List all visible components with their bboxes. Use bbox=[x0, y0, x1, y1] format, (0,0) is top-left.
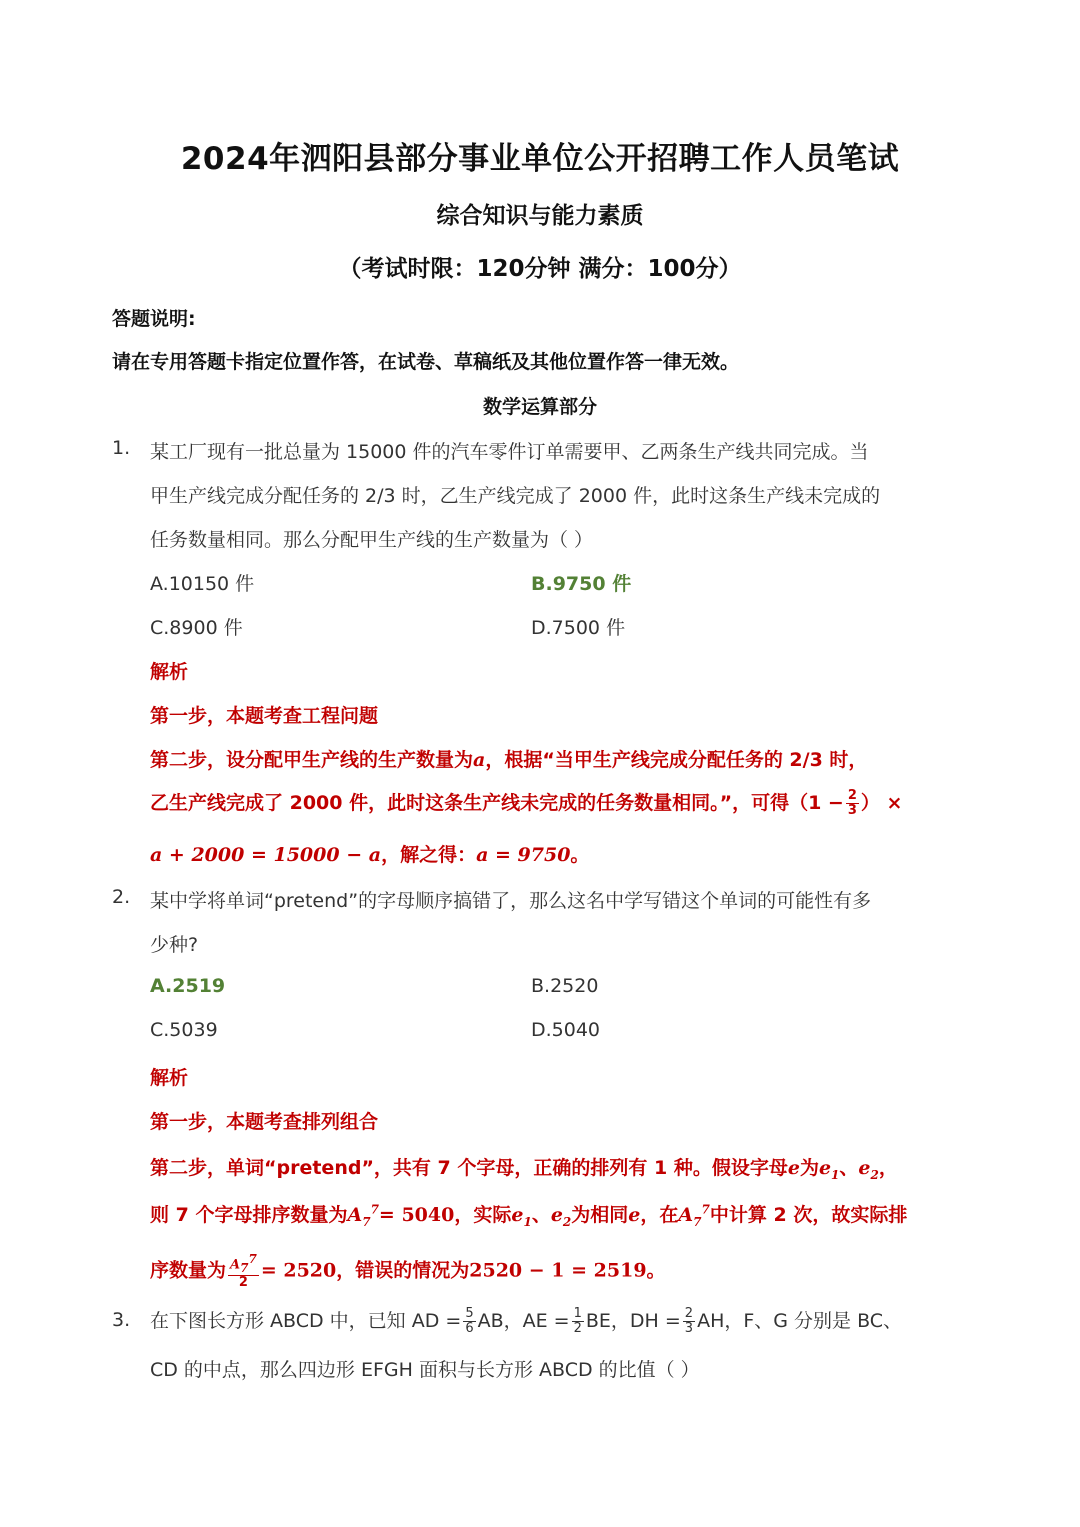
option-c: C.5039 bbox=[150, 1019, 218, 1041]
question-text-line: 某工厂现有一批总量为 15000 件的汽车零件订单需要甲、乙两条生产线共同完成。当 bbox=[150, 441, 869, 463]
question-text-line: 某中学将单词“pretend”的字母顺序搞错了，那么这名中学写错这个单词的可能性有多 bbox=[150, 890, 872, 912]
analysis-step-2-line: 序数量为 $\frac{A_7^7}{2}$ = 2520，错误的情况为2520 − 1 = 2519。 bbox=[150, 1252, 666, 1290]
instructions-label: 答题说明: bbox=[112, 308, 196, 330]
analysis-step-2-line: 第二步，单词“pretend”，共有 7 个字母，正确的排列有 1 种。假设字母e为$e_1$、$e_2$， bbox=[150, 1157, 898, 1182]
analysis-step-2-line: 第二步，设分配甲生产线的生产数量为a，根据“当甲生产线完成分配任务的 2/3 时， bbox=[150, 749, 868, 771]
analysis-label: 解析 bbox=[150, 1067, 189, 1089]
analysis-label: 解析 bbox=[150, 661, 189, 683]
option-c: C.8900 件 bbox=[150, 617, 243, 639]
question-text-line: 少种? bbox=[150, 934, 199, 956]
option-a: A.10150 件 bbox=[150, 573, 255, 595]
analysis-step-2-line: 乙生产线完成了 2000 件，此时这条生产线未完成的任务数量相同。”，可得（1 − $\frac{2}{3}$ ） × bbox=[150, 788, 903, 818]
analysis-step-1: 第一步，本题考查工程问题 bbox=[150, 705, 379, 727]
question-text-line: 在下图长方形 ABCD 中，已知 AD = $\frac{5}{6}$ AB，AE = $\frac{1}{2}$ BE，DH = $\frac{2}{3}$ AH，F、G 分别是 BC、 bbox=[150, 1306, 903, 1336]
section-title: 数学运算部分 bbox=[482, 396, 597, 418]
question-text-line: 甲生产线完成分配任务的 2/3 时，乙生产线完成了 2000 件，此时这条生产线未完成的 bbox=[150, 485, 881, 507]
option-d: D.7500 件 bbox=[531, 617, 626, 639]
instructions-text: 请在专用答题卡指定位置作答，在试卷、草稿纸及其他位置作答一律无效。 bbox=[112, 351, 740, 373]
exam-subtitle: 综合知识与能力素质 bbox=[436, 203, 644, 229]
option-a-correct: A.2519 bbox=[150, 975, 226, 997]
analysis-step-2-line: 则 7 个字母排序数量为$A_7^7= 5040$，实际$e_1$、$e_2$为相同e，在$A_7^7$中计算 2 次，故实际排 bbox=[150, 1202, 908, 1229]
question-number: 1. bbox=[112, 437, 131, 459]
question-number: 2. bbox=[112, 886, 131, 908]
option-d: D.5040 bbox=[531, 1019, 601, 1041]
question-number: 3. bbox=[112, 1309, 131, 1331]
exam-time-info: （考试时限：120分钟 满分：100分） bbox=[338, 256, 742, 282]
option-b: B.2520 bbox=[531, 975, 599, 997]
analysis-step-1: 第一步，本题考查排列组合 bbox=[150, 1111, 379, 1133]
exam-title: 2024年泗阳县部分事业单位公开招聘工作人员笔试 bbox=[180, 141, 900, 177]
option-b-correct: B.9750 件 bbox=[531, 573, 632, 595]
analysis-step-2-line: a + 2000 = 15000 − a，解之得：a = 9750。 bbox=[150, 844, 590, 866]
question-text-line: 任务数量相同。那么分配甲生产线的生产数量为（ ） bbox=[150, 529, 594, 551]
question-text-line: CD 的中点，那么四边形 EFGH 面积与长方形 ABCD 的比值（ ） bbox=[150, 1359, 700, 1381]
